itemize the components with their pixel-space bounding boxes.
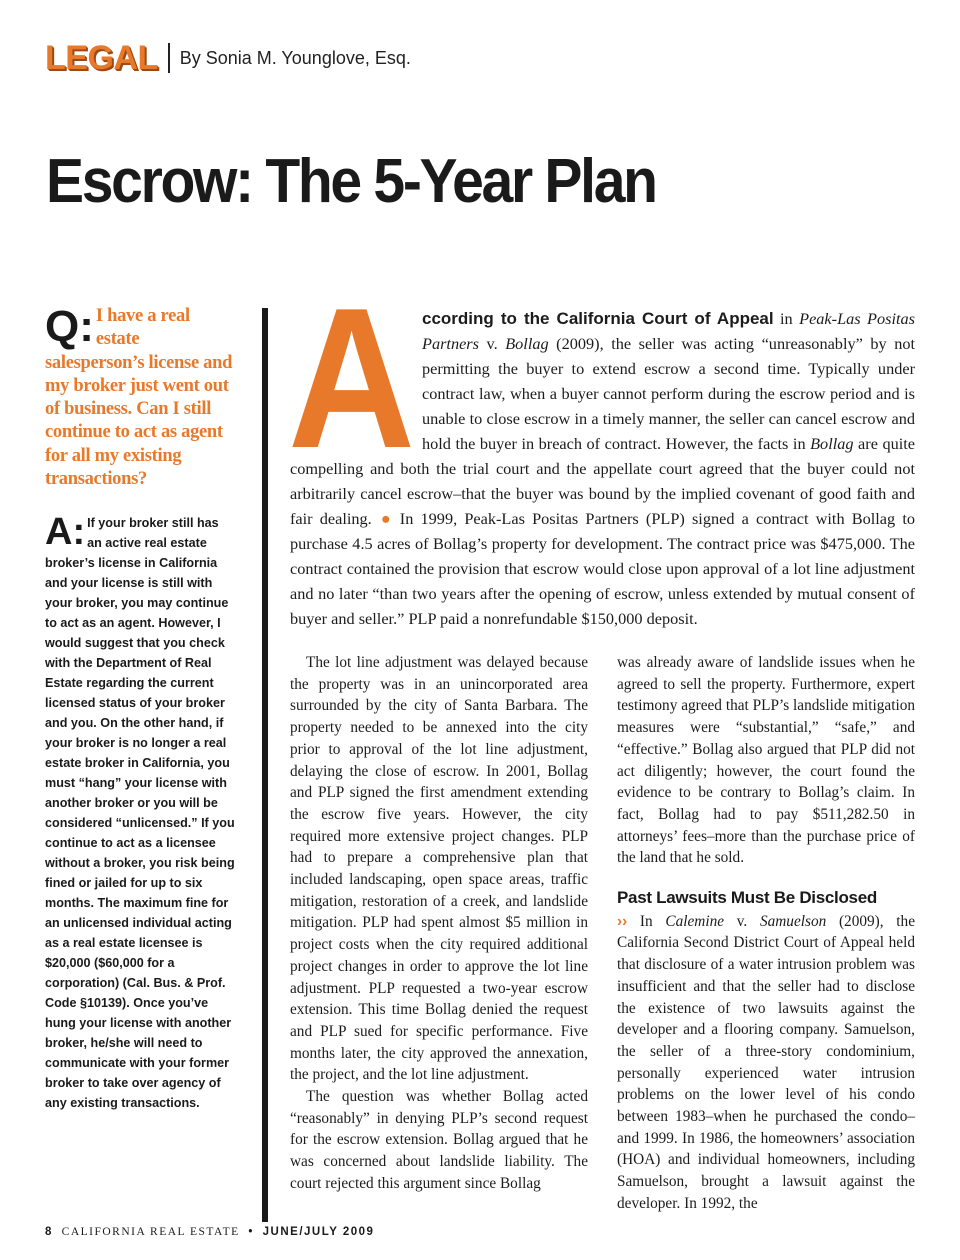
case-name: Bollag <box>810 434 854 453</box>
bullet-icon: ● <box>377 509 394 528</box>
case-name: Bollag <box>505 334 549 353</box>
body-paragraph: The question was whether Bollag acted “reasonably” in denying PLP’s second request for the escrow extension. Bollag argued that he was concerned about landslide liability. The court rejected this argument since Bollag <box>290 1088 588 1192</box>
subheading: Past Lawsuits Must Be Disclosed <box>617 888 877 908</box>
drop-cap-letter: A <box>288 267 416 490</box>
body-column-left <box>290 652 588 1195</box>
lead-paragraph: ccording to the California Court of Appeal in Peak-Las Positas Partners v. Bollag (2009), the seller was acting “unreasonably” by not permitting the buyer to extend escrow a second time. Typically under contract law, when a buyer cannot perform during the escrow period and is unable to close escrow in a timely manner, the seller can cancel escrow and hold the buyer in breach of contract. However, the facts in Bollag are quite compelling and both the trial court and the appellate court agreed that the buyer could not arbitrarily cancel escrow–that the buyer was bound by the implied covenant of good faith and fair dealing. ● In 1999, Peak-Las Positas Partners (PLP) signed a contract with Bollag to purchase 4.5 acres of Bollag’s property for development. The contract price was $475,000. The contract contained the provision that escrow would close upon approval of a lot line adjustment and no later “than two years after the opening of escrow, unless extended by mutual consent of buyer and seller.” PLP paid a nonrefundable $150,000 deposit. <box>290 309 916 628</box>
answer-block <box>45 513 235 1113</box>
case-name: Calemine <box>665 912 725 930</box>
page-header <box>45 38 411 78</box>
case-name: Peak-Las Positas Partners <box>422 309 915 353</box>
body-paragraph: ›› In Calemine v. Samuelson (2009), the California Second District Court of Appeal held that disclosure of a water intrusion problem was insufficient and that the seller had to disclose the existence of two lawsuits against the developer and a flooring company. Samuelson, the seller of a three-story condominium, personally experienced water intrusion problems on the lower level of his condo between 1983–when he purchased the condo–and 1999. In 1986, the homeowners’ association (HOA) and individual homeowners, including Samuelson, brought a lawsuit against the developer. In 1992, the <box>617 912 915 1212</box>
article-title: Escrow: The 5-Year Plan <box>46 147 656 216</box>
body-column-right <box>617 652 915 1215</box>
question-block <box>45 302 235 491</box>
body-paragraph: was already aware of landslide issues when he agreed to sell the property. Furthermore, expert testimony agreed that PLP’s landslide mitigation measures were “substantial,” “safe,” and “effective.” Bollag also argued that PLP did not act diligently; however, the court found the evidence to be contrary to Bollag’s claim. In fact, Bollag had to pay $511,282.50 in attorneys’ fees–more than the purchase price of the land that he sold. <box>617 654 915 867</box>
page-footer <box>45 1226 374 1238</box>
publication-name: CALIFORNIA REAL ESTATE <box>61 1226 240 1238</box>
footer-dot: • <box>248 1226 254 1238</box>
header-divider <box>168 43 170 73</box>
column-divider <box>262 308 268 1222</box>
arrow-icon: ›› <box>617 912 628 930</box>
case-name: Samuelson <box>759 912 827 930</box>
byline: By Sonia M. Younglove, Esq. <box>179 47 411 68</box>
page-number: 8 <box>45 1226 53 1238</box>
section-label: LEGAL <box>45 38 158 77</box>
lead-opening: ccording to the California Court of Appeal <box>422 309 774 328</box>
a-letter: A: <box>45 511 86 554</box>
qa-sidebar <box>45 302 235 1113</box>
issue-date: JUNE/JULY 2009 <box>262 1226 375 1238</box>
question-text: I have a real estate salesperson’s license and my broker just went out of business. Can I still continue to act as agent for all my existing transactions? <box>45 306 233 490</box>
body-paragraph: The lot line adjustment was delayed because the property was in an unincorporated area surrounded by the city of Santa Barbara. The property needed to be annexed into the city prior to approval of the lot line adjustment, delaying the close of escrow. In 2001, Bollag and PLP signed the first amendment extending the escrow five years. However, the city required more extensive project changes. PLP had to prepare a comprehensive plan that included landscaping, open space areas, traffic mitigation, restoration of a creek, and landslide mitigation. PLP had spent almost $5 million in project costs when the city required additional project changes in order to approve the lot line adjustment. PLP requested a two-year escrow extension. This time Bollag denied the request and PLP sued for specific performance. Five months later, the city approved the annexation, the project, and the lot line adjustment. <box>290 654 588 1084</box>
answer-text: If your broker still has an active real estate broker’s license in California and your license is still with your broker, you may continue to act as an agent. However, I would suggest that you check with the Department of Real Estate regarding the current licensed status of your broker and you. On the other hand, if your broker is no longer a real estate broker in California, you must “hang” your license with another broker or you will be considered “unlicensed.” If you continue to act as a licensee without a broker, you risk being fined or jailed for up to six months. The maximum fine for an unlicensed individual acting as a real estate licensee is $20,000 ($60,000 for a corporation) (Cal. Bus. & Prof. Code §10139). Once you’ve hung your license with another broker, he/she will need to communicate with your former broker to take over agency of any existing transactions. <box>45 516 235 1111</box>
q-letter: Q: <box>45 302 94 351</box>
